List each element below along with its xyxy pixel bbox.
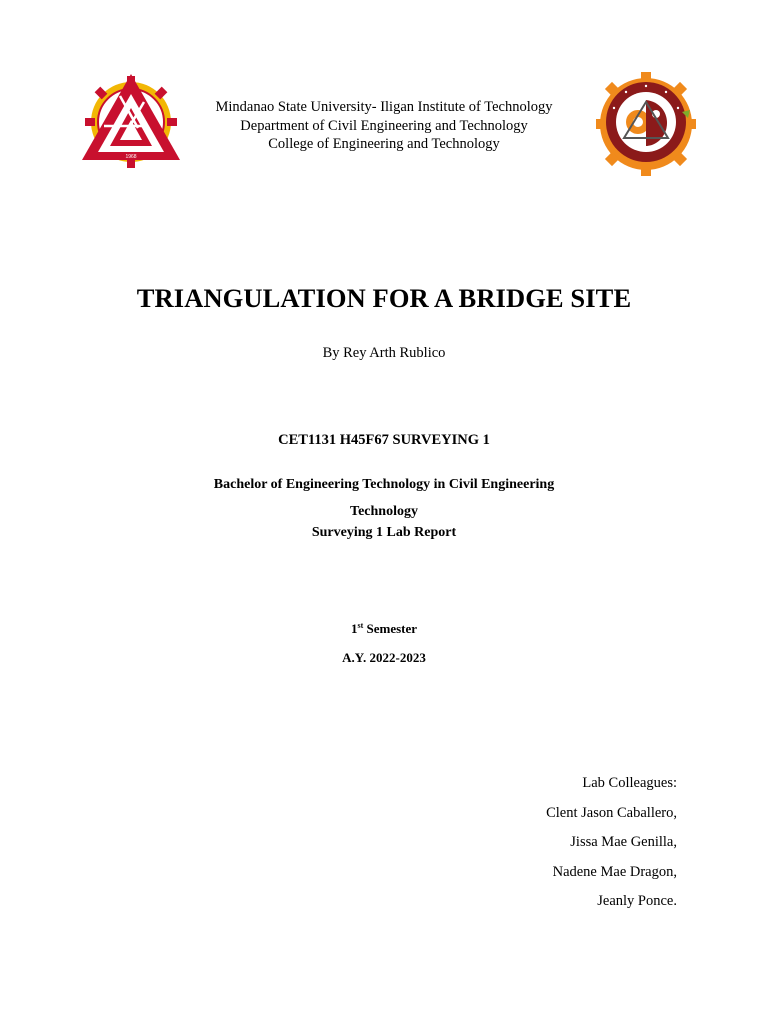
semester-line <box>0 621 768 637</box>
semester-number: 1 <box>350 621 358 636</box>
seal-year-text: 1968 <box>125 154 137 160</box>
report-title: TRIANGULATION FOR A BRIDGE SITE <box>136 283 632 313</box>
degree-line-1: Bachelor of Engineering Technology in Civil Engineering <box>213 477 555 492</box>
degree-line-2: Technology <box>350 503 418 519</box>
lab-colleagues <box>377 769 677 917</box>
course-code: CET1131 H45F67 SURVEYING 1 <box>278 432 490 448</box>
university-name: Mindanao State University- Iligan Institute of Technology <box>215 99 553 115</box>
semester-ordinal: st <box>357 621 364 630</box>
author-line: By Rey Arth Rublico <box>322 345 446 361</box>
colleagues-heading: Lab Colleagues: <box>582 775 677 791</box>
degree-program <box>184 472 584 525</box>
institution-header <box>184 98 584 154</box>
colleague-name: Clent Jason Caballero, <box>546 804 677 821</box>
colleague-name: Nadene Mae Dragon, <box>552 863 677 880</box>
colleague-name: Jeanly Ponce. <box>597 893 677 909</box>
msu-iit-seal-icon <box>80 72 182 168</box>
coet-seal-icon <box>596 72 696 176</box>
semester-word: Semester <box>363 621 418 636</box>
report-type: Surveying 1 Lab Report <box>311 525 457 540</box>
colleague-name: Jissa Mae Genilla, <box>570 834 677 850</box>
academic-year: A.Y. 2022-2023 <box>342 650 426 665</box>
department-name: Department of Civil Engineering and Technology <box>240 117 528 134</box>
college-name: College of Engineering and Technology <box>268 136 500 152</box>
